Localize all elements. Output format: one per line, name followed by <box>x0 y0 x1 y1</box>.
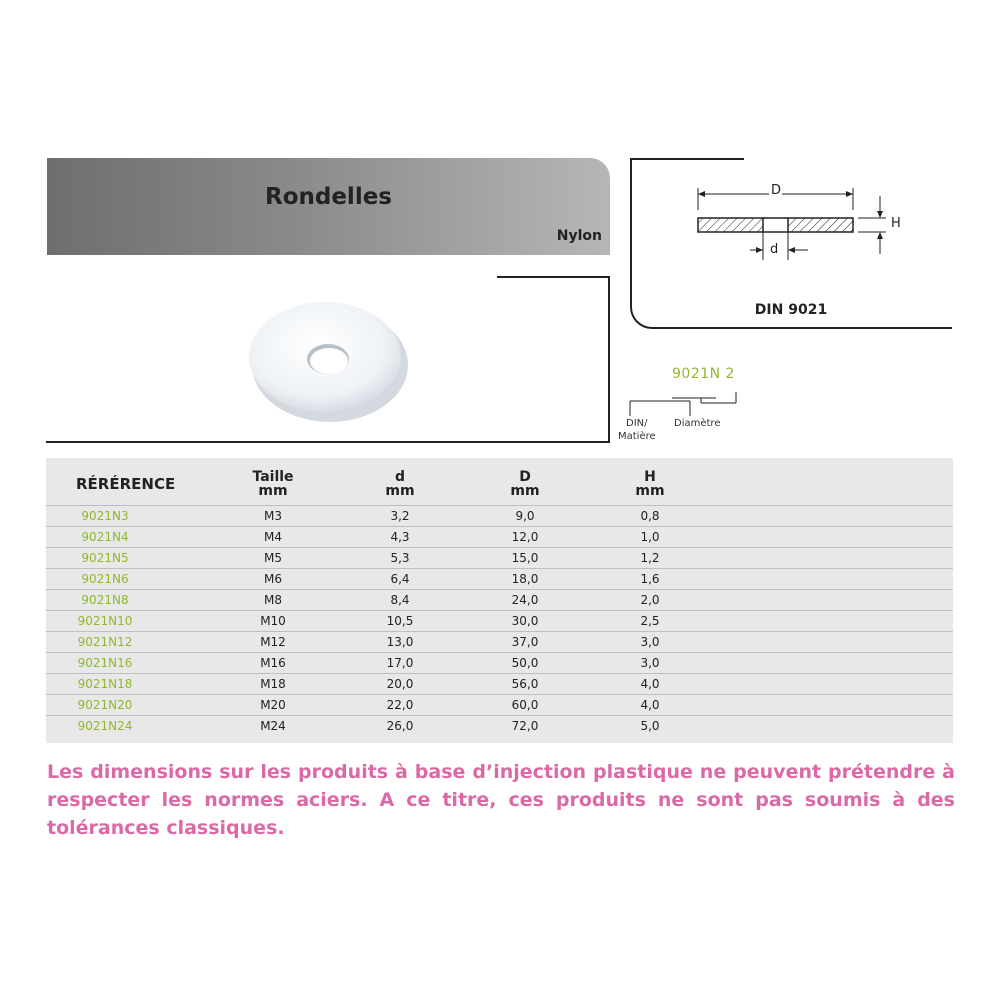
cell-d: 22,0 <box>386 698 414 712</box>
cell-d: 26,0 <box>386 719 414 733</box>
photo-frame-top <box>497 276 609 278</box>
disclaimer-note: Les dimensions sur les produits à base d’injection plastique ne peuvent prétendre à respecter les normes aciers. A ce titre, ces produits ne sont pas soumis à des tolérances classiques. <box>47 761 955 839</box>
cell-reference: 9021N3 <box>81 509 129 523</box>
dimensions-table <box>46 458 953 743</box>
cell-taille: M8 <box>264 593 282 607</box>
cell-d: 20,0 <box>386 677 414 691</box>
table-row <box>46 589 953 611</box>
cell-reference: 9021N8 <box>81 593 129 607</box>
diagram-label-d: d <box>770 242 779 257</box>
cell-D: 12,0 <box>511 530 539 544</box>
cell-taille: M3 <box>264 509 282 523</box>
diagram-frame-bottom <box>668 327 952 329</box>
legend-material-label: Matière <box>618 431 656 442</box>
din-standard-label: DIN 9021 <box>754 302 828 318</box>
cell-taille: M24 <box>260 719 286 733</box>
cell-reference: 9021N6 <box>81 572 129 586</box>
cell-D: 56,0 <box>511 677 539 691</box>
cell-H: 1,0 <box>640 530 660 544</box>
table-row <box>46 694 953 716</box>
legend-din-label: DIN/ <box>626 418 648 429</box>
cell-taille: M6 <box>264 572 282 586</box>
header-H: H <box>644 469 656 485</box>
header-H-unit: mm <box>635 483 665 499</box>
cell-reference: 9021N4 <box>81 530 129 544</box>
cell-reference: 9021N16 <box>77 656 133 670</box>
cell-D: 18,0 <box>511 572 539 586</box>
cell-H: 4,0 <box>640 677 660 691</box>
cell-d: 13,0 <box>386 635 414 649</box>
cell-taille: M12 <box>260 635 286 649</box>
cell-D: 60,0 <box>511 698 539 712</box>
cell-taille: M16 <box>260 656 286 670</box>
cell-d: 6,4 <box>390 572 410 586</box>
cell-reference: 9021N10 <box>77 614 133 628</box>
table-row <box>46 568 953 590</box>
cell-d: 3,2 <box>390 509 410 523</box>
cell-d: 4,3 <box>390 530 410 544</box>
page-title: Rondelles <box>264 184 392 210</box>
header-taille-unit: mm <box>258 483 288 499</box>
header-d: d <box>394 469 406 485</box>
cell-d: 8,4 <box>390 593 410 607</box>
cell-D: 24,0 <box>511 593 539 607</box>
cell-d: 10,5 <box>386 614 414 628</box>
cell-reference: 9021N5 <box>81 551 129 565</box>
table-row <box>46 631 953 653</box>
cell-D: 9,0 <box>515 509 535 523</box>
cell-H: 2,0 <box>640 593 660 607</box>
cell-D: 15,0 <box>511 551 539 565</box>
code-example: 9021N 2 <box>672 366 735 382</box>
cell-taille: M10 <box>260 614 286 628</box>
cell-H: 0,8 <box>640 509 660 523</box>
code-legend-brackets <box>600 390 750 420</box>
table-row <box>46 673 953 695</box>
cell-reference: 9021N24 <box>77 719 133 733</box>
header-reference: RÉRÉRENCE <box>76 475 176 493</box>
table-row <box>46 547 953 569</box>
diagram-label-H: H <box>891 216 901 231</box>
table-row <box>46 526 953 548</box>
cell-D: 72,0 <box>511 719 539 733</box>
cell-D: 50,0 <box>511 656 539 670</box>
cell-d: 17,0 <box>386 656 414 670</box>
washer-diagram <box>690 180 920 270</box>
cell-H: 1,2 <box>640 551 660 565</box>
cell-taille: M18 <box>260 677 286 691</box>
cell-reference: 9021N20 <box>77 698 133 712</box>
legend-diameter-label: Diamètre <box>674 418 721 429</box>
header-d-unit: mm <box>385 483 415 499</box>
cell-H: 4,0 <box>640 698 660 712</box>
header-D-unit: mm <box>510 483 540 499</box>
cell-reference: 9021N12 <box>77 635 133 649</box>
page-subtitle: Nylon <box>556 228 602 244</box>
diagram-label-D: D <box>771 183 782 198</box>
cell-d: 5,3 <box>390 551 410 565</box>
cell-H: 3,0 <box>640 656 660 670</box>
table-row <box>46 505 953 527</box>
cell-reference: 9021N18 <box>77 677 133 691</box>
table-row <box>46 652 953 674</box>
cell-H: 5,0 <box>640 719 660 733</box>
cell-D: 30,0 <box>511 614 539 628</box>
cell-D: 37,0 <box>511 635 539 649</box>
washer-photo <box>225 283 415 433</box>
photo-frame-bottom <box>46 441 610 443</box>
cell-taille: M4 <box>264 530 282 544</box>
table-row <box>46 610 953 632</box>
header-taille: Taille <box>252 469 294 485</box>
table-row <box>46 715 953 737</box>
cell-H: 2,5 <box>640 614 660 628</box>
cell-H: 1,6 <box>640 572 660 586</box>
cell-H: 3,0 <box>640 635 660 649</box>
header-banner <box>47 158 610 255</box>
cell-taille: M5 <box>264 551 282 565</box>
cell-taille: M20 <box>260 698 286 712</box>
header-D: D <box>519 469 531 485</box>
